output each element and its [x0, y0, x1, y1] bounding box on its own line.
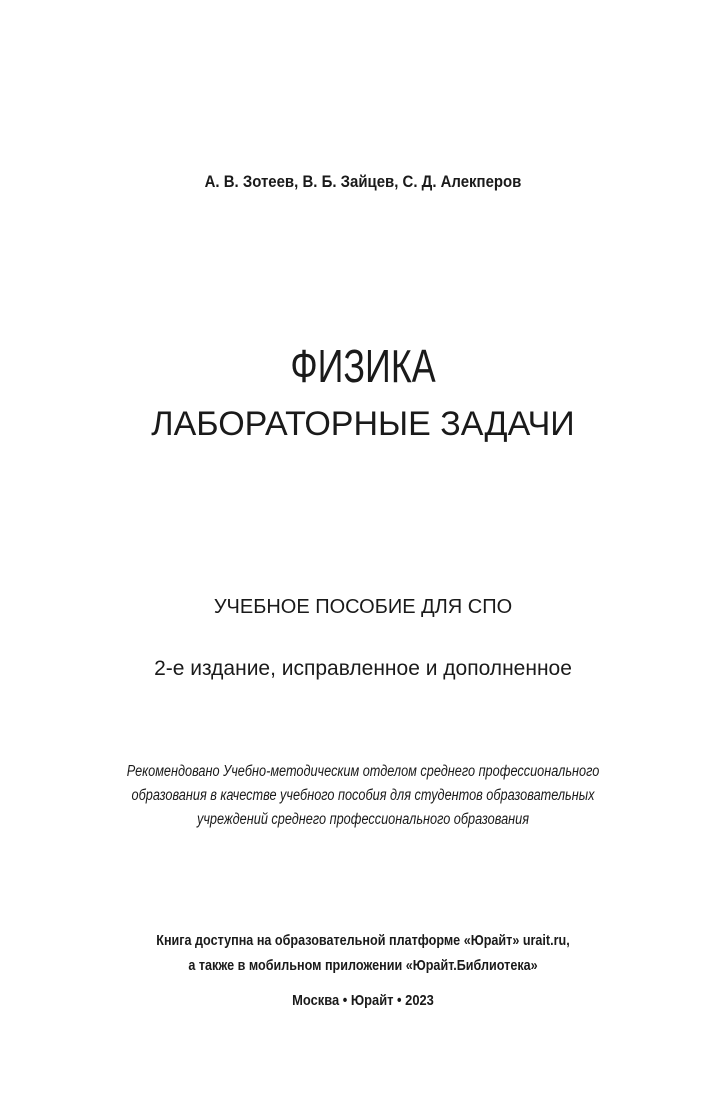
book-subtitle: ЛАБОРАТОРНЫЕ ЗАДАЧИ — [151, 405, 575, 443]
recommendation-line: Рекомендовано Учебно-методическим отделом среднего профессионального — [126, 763, 600, 780]
recommendation-line: образования в качестве учебного пособия для студентов образовательных — [131, 787, 595, 804]
document-type: УЧЕБНОЕ ПОСОБИЕ ДЛЯ СПО — [213, 596, 513, 618]
recommendation-block — [65, 760, 660, 832]
book-title: ФИЗИКА — [290, 340, 436, 392]
edition-note: 2-е издание, исправленное и дополненное — [154, 657, 572, 680]
recommendation-line: учреждений среднего профессионального образования — [196, 811, 529, 828]
availability-block — [58, 928, 668, 978]
availability-line: а также в мобильном приложении «Юрайт.Библиотека» — [188, 957, 538, 974]
availability-line: Книга доступна на образовательной платформе «Юрайт» urait.ru, — [156, 932, 570, 949]
authors: А. В. Зотеев, В. Б. Зайцев, С. Д. Алекперов — [204, 172, 522, 191]
imprint: Москва • Юрайт • 2023 — [292, 992, 434, 1009]
